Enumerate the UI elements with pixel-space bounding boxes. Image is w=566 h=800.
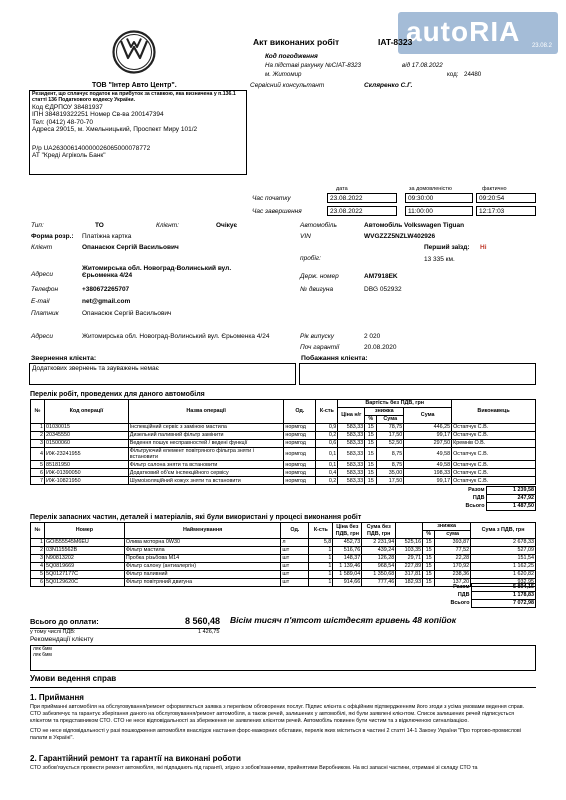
parts-cell: 3 <box>31 555 45 563</box>
parts-cell: 182,93 <box>396 579 423 587</box>
parts-row <box>31 539 536 547</box>
works-cell: ИЖ-23241955 <box>44 448 128 461</box>
volkswagen-logo <box>112 30 156 74</box>
works-cell: 0,2 <box>316 477 338 485</box>
works-cell: 15 <box>365 424 377 432</box>
company-bank: АТ "Креді Агріколь Банк" <box>32 152 106 160</box>
parts-cell: шт <box>281 547 309 555</box>
works-cell: Ведення пошук несправностей / ведені функції <box>128 440 284 448</box>
parts-cell: 527,09 <box>471 547 536 555</box>
parts-col-sum-nov: Сума без ПДВ, грн <box>362 523 396 539</box>
works-total: 1 239,58 <box>486 487 536 495</box>
works-col-qty: К-сть <box>316 400 338 424</box>
time-col-actual: фактично <box>482 186 507 192</box>
vat-included-value: 1 426,75 <box>198 629 220 635</box>
works-cell: нормгод <box>284 469 316 477</box>
payer-address: Житомирська обл. Новоград-Волинський вул. Єрьоменка 4/24 <box>82 333 270 340</box>
parts-cell: Пробка різьбова М14 <box>124 555 281 563</box>
works-col-discount: знижка <box>365 408 404 416</box>
parts-cell: 15 <box>423 579 435 587</box>
parts-cell: шт <box>281 563 309 571</box>
parts-cell: N90813202 <box>44 555 124 563</box>
works-cell: 583,33 <box>338 440 365 448</box>
works-col-unit: Од. <box>284 400 316 424</box>
works-row <box>31 448 536 461</box>
works-cell: 583,33 <box>338 469 365 477</box>
works-cell: 99,17 <box>404 477 452 485</box>
works-cell: 49,58 <box>404 461 452 469</box>
works-cell: ИЖ-10821950 <box>44 477 128 485</box>
parts-cell: 1 139,46 <box>333 563 362 571</box>
parts-totals <box>438 583 536 608</box>
total-pay-words: Вісім тисяч п'ятсот шістдесят гривень 48 копійок <box>230 615 457 625</box>
works-cell: Остапчук С.В. <box>452 469 536 477</box>
engine-label: № двигуна <box>300 286 334 293</box>
parts-cell: 238,36 <box>435 571 471 579</box>
works-cell: 15 <box>365 432 377 440</box>
code-value: 24480 <box>464 71 482 78</box>
works-col-pct: % <box>365 416 377 424</box>
works-cell: нормгод <box>284 424 316 432</box>
time-col-date: дата <box>336 186 348 192</box>
parts-cell: 1 350,68 <box>362 571 396 579</box>
payer-name: Опанасюк Сергій Васильович <box>82 310 172 317</box>
vin-value: WVGZZZ5NZLW402926 <box>364 233 436 240</box>
parts-cell: 6 <box>31 579 45 587</box>
parts-cell: л <box>281 539 309 547</box>
client-email: net@gmail.com <box>82 298 131 305</box>
terms-s2-title: 2. Гарантійний ремонт та гарантії на виконані роботи <box>30 754 241 763</box>
works-row <box>31 477 536 485</box>
parts-cell: 1 620,82 <box>471 571 536 579</box>
parts-col-pct: % <box>423 531 435 539</box>
company-phone: Тел: (0412) 48-70-70 <box>32 118 94 126</box>
mileage-value: 13 335 км. <box>424 256 455 263</box>
parts-cell: 151,54 <box>471 555 536 563</box>
works-cell: 15 <box>365 448 377 461</box>
parts-col-price: Ціна без ПДВ, грн <box>333 523 362 539</box>
parts-total: 5 894,15 <box>471 584 536 592</box>
parts-cell: 5,8 <box>309 539 333 547</box>
parts-col-vat-cell <box>396 523 423 539</box>
company-edrpou: Код ЄДРПОУ 38481937 <box>32 103 103 111</box>
works-row <box>31 432 536 440</box>
works-cell: 15 <box>365 477 377 485</box>
parts-cell: GOI555545M6EU <box>44 539 124 547</box>
engine-value: DBG 052932 <box>364 286 402 293</box>
works-cell: 52,50 <box>377 440 404 448</box>
parts-col-disc-sum: сума <box>435 531 471 539</box>
works-row <box>31 461 536 469</box>
works-col-name: Назва операції <box>128 400 284 424</box>
start-actual: 09:20:54 <box>476 193 536 203</box>
vin-label: VIN <box>300 233 311 240</box>
works-cell: 01500060 <box>44 440 128 448</box>
works-all-label: Всього <box>465 503 485 510</box>
payment-form-label: Форма розр.: <box>31 233 74 240</box>
works-vat-label: ПДВ <box>472 495 485 502</box>
works-cell: 583,33 <box>338 477 365 485</box>
parts-cell: 1 162,25 <box>471 563 536 571</box>
consultant-name: Скляренко С.Г. <box>364 82 413 89</box>
works-vat: 247,92 <box>486 495 536 503</box>
works-cell: 15 <box>365 469 377 477</box>
works-cell: 35,00 <box>377 469 404 477</box>
works-row <box>31 469 536 477</box>
parts-vat: 1 178,83 <box>471 592 536 600</box>
works-cell: Остапчук С.В. <box>452 448 536 461</box>
company-name: ТОВ "Інтер Авто Центр". <box>92 82 177 89</box>
parts-cell: 29,71 <box>396 555 423 563</box>
parts-cell: шт <box>281 579 309 587</box>
works-cell: 198,33 <box>404 469 452 477</box>
works-cell: Остапчук С.В. <box>452 461 536 469</box>
terms-title: Умови ведення справ <box>30 674 117 683</box>
parts-cell: 4 <box>31 563 45 571</box>
client-name-label: Клієнт <box>31 244 53 251</box>
works-cell: 15 <box>365 461 377 469</box>
recommendations-box <box>30 645 536 671</box>
works-cell: 3 <box>31 440 45 448</box>
autoria-watermark <box>398 12 558 54</box>
works-cell: 5 <box>31 461 45 469</box>
car-label: Автомобіль <box>300 222 337 229</box>
parts-col-discount: знижка <box>423 523 471 531</box>
works-cell: 446,25 <box>404 424 452 432</box>
parts-cell: Фільтр повітряний двигуна <box>124 579 281 587</box>
parts-cell: 15 <box>423 563 435 571</box>
parts-all: 7 072,98 <box>471 600 536 608</box>
works-col-disc-sum: Сума <box>377 416 404 424</box>
company-tax-note-2: статті 136 Податкового кодексу України. <box>32 96 136 103</box>
parts-cell: 317,81 <box>396 571 423 579</box>
parts-cell: 77,52 <box>435 547 471 555</box>
watermark-text: autoRIA <box>406 16 521 47</box>
works-total-label: Разом <box>468 487 485 494</box>
parts-cell: 914,66 <box>333 579 362 587</box>
works-cell: 7 <box>31 477 45 485</box>
parts-cell: 5Q0127177C <box>44 571 124 579</box>
client-address: Житомирська обл. Новоград-Волинський вул. Єрьоменка 4/24 <box>82 265 232 280</box>
address2-label: Адреси <box>31 333 53 340</box>
works-cell: 583,33 <box>338 448 365 461</box>
total-pay-value: 8 560,48 <box>185 616 221 626</box>
works-cell: ИЖ-01390050 <box>44 469 128 477</box>
parts-cell: 03N115562B <box>44 547 124 555</box>
parts-row <box>31 555 536 563</box>
works-cell: 99,17 <box>404 432 452 440</box>
works-cell: 78,75 <box>377 424 404 432</box>
parts-cell: 1 <box>309 563 333 571</box>
parts-cell: 452,73 <box>333 539 362 547</box>
warranty-label: Поч гарантії <box>300 344 340 351</box>
works-cell: Фільтр салона зняти та встановити <box>128 461 284 469</box>
invoice-date: від 17.08.2022 <box>402 62 443 69</box>
works-cell: 49,58 <box>404 448 452 461</box>
end-time-label: Час завершення <box>252 208 302 215</box>
parts-cell: 170,92 <box>435 563 471 571</box>
year-value: 2 020 <box>364 333 381 340</box>
works-cell: 8,75 <box>377 448 404 461</box>
plate-label: Держ. номер <box>300 273 339 280</box>
parts-cell: 5 <box>31 571 45 579</box>
watermark-date: 23.08.2 <box>531 43 552 50</box>
parts-cell: 1 <box>31 539 45 547</box>
company-account: Р/р UA263006140000026065000078772 <box>32 144 151 152</box>
act-number: IAT-8323 <box>378 37 413 47</box>
works-col-code: Код операції <box>44 400 128 424</box>
start-time-label: Час початку <box>252 195 291 202</box>
works-row <box>31 424 536 432</box>
works-cell: Додатковий об'єм інспекційного сервісу <box>128 469 284 477</box>
parts-total-label: Разом <box>453 584 470 591</box>
company-tax-note-1: Резидент, що сплачує податок на прибуток за ставкою, яка визначена у п.136.1 <box>32 91 236 97</box>
parts-cell: 5Q0129620C <box>44 579 124 587</box>
works-all: 1 487,50 <box>486 503 536 511</box>
parts-cell: 516,76 <box>333 547 362 555</box>
works-cell: Дизельний паливний фільтр замінити <box>128 432 284 440</box>
works-cell: нормгод <box>284 477 316 485</box>
works-cell: Інспекційний сервіс з заміною мастила <box>128 424 284 432</box>
parts-row <box>31 571 536 579</box>
works-cell: Остапчук С.В. <box>452 432 536 440</box>
parts-cell: шт <box>281 555 309 563</box>
warranty-value: 20.08.2020 <box>364 344 397 351</box>
start-date: 23.08.2022 <box>327 193 397 203</box>
address-label: Адреси <box>31 271 53 278</box>
parts-cell: 5Q0819669 <box>44 563 124 571</box>
parts-row <box>31 563 536 571</box>
works-cell: нормгод <box>284 448 316 461</box>
city: м. Житомир <box>265 71 302 78</box>
parts-cell: 1 <box>309 555 333 563</box>
terms-s1-text: При прийманні автомобіля на обслуговування/ремонт оформляється заявка з переліком обговорених послуг. Підпис клієнта є офіційним підтвердженням його згоди з усіма умовами ведення справ. СТО забезпечує та гарантує зберігання даного на обслуговування/ремонт автомобіля, а також речей, залишених у автомобілі, які були заявлені клієнтом. Список залишених речей підписується клієнтом та представником СТО. СТО не несе відповідальності за збереження не заявлених клієнтом речей. Автомобіль повинен бути чистим та з відключеною сигналізацією. <box>30 704 525 724</box>
end-date: 23.08.2022 <box>327 206 397 216</box>
time-col-agreed: за домовленістю <box>409 186 452 192</box>
parts-cell: 777,46 <box>362 579 396 587</box>
works-title: Перелік робіт, проведених для даного автомобіля <box>30 391 205 398</box>
email-label: E-mail <box>31 298 50 305</box>
works-cell: 0,4 <box>316 469 338 477</box>
client-name: Опанасюк Сергій Васильович <box>82 244 179 251</box>
terms-s1-text2: СТО не несе відповідальності у разі пошкодження автомобіля внаслідок настання форс-мажорних обставин, перелік яких міститься в частині 2 статті 14-1 Закону України "Про торгово-промислові палати в Україні". <box>30 728 521 741</box>
parts-cell: 1 589,04 <box>333 571 362 579</box>
works-cell: 583,33 <box>338 432 365 440</box>
works-cell: 583,33 <box>338 424 365 432</box>
parts-cell: 15 <box>423 539 435 547</box>
parts-cell: 227,89 <box>396 563 423 571</box>
works-totals <box>438 486 536 511</box>
parts-cell: 1 <box>309 547 333 555</box>
works-cell: 0,9 <box>316 424 338 432</box>
parts-table <box>30 522 536 587</box>
parts-cell: 439,24 <box>362 547 396 555</box>
parts-vat-label: ПДВ <box>457 592 470 599</box>
parts-cell: 22,28 <box>435 555 471 563</box>
parts-col-qty: К-сть <box>309 523 333 539</box>
works-col-price: Ціна н/г <box>338 408 365 424</box>
recommendation-line: ляк 6мм <box>33 651 52 658</box>
plate-value: AM7918EK <box>364 273 398 280</box>
works-cell: 2 <box>31 432 45 440</box>
works-row <box>31 440 536 448</box>
first-visit-label: Перший заїзд: <box>424 244 470 251</box>
works-cell: Шумоізоляційний кожух зняти та встановити <box>128 477 284 485</box>
first-visit-value: Ні <box>480 244 487 251</box>
works-cell: 0,2 <box>316 432 338 440</box>
parts-cell: 148,37 <box>333 555 362 563</box>
code-label: код: <box>447 71 459 78</box>
parts-cell: 15 <box>423 571 435 579</box>
client-request-text: Додаткових звернень та зауважень немає <box>32 365 159 372</box>
phone-label: Телефон <box>31 286 59 293</box>
type-label: Тип: <box>31 222 44 229</box>
parts-cell: 15 <box>423 547 435 555</box>
works-col-executor: Виконавець <box>452 400 536 424</box>
client-request-box <box>29 363 296 385</box>
works-cell: 20345550 <box>44 432 128 440</box>
parts-cell: 2 678,33 <box>471 539 536 547</box>
parts-cell: 2 <box>31 547 45 555</box>
works-cell: 85181950 <box>44 461 128 469</box>
works-col-n: № <box>31 400 45 424</box>
parts-cell: 126,28 <box>362 555 396 563</box>
works-cell: Фільтруючий елемент повітряного фільтра зняти і встановити <box>128 448 284 461</box>
invoice-ref: На підставі рахунку №СІАТ-8323 <box>265 62 361 69</box>
parts-col-n: № <box>31 523 45 539</box>
parts-cell: Фільтр мастила <box>124 547 281 555</box>
parts-cell: 1 <box>309 571 333 579</box>
order-code-label: Код погодження <box>265 53 318 60</box>
parts-cell: 393,87 <box>435 539 471 547</box>
payer-label: Платник <box>31 310 59 317</box>
parts-all-label: Всього <box>450 600 470 607</box>
end-agreed: 11:00:00 <box>405 206 473 216</box>
works-cell: 15 <box>365 440 377 448</box>
client-wishes-box <box>299 363 536 385</box>
works-cell: Кремнів О.В. <box>452 440 536 448</box>
parts-cell: шт <box>281 571 309 579</box>
works-cell: 583,33 <box>338 461 365 469</box>
mileage-label: пробіг: <box>300 255 321 262</box>
total-pay-label: Всього до оплати: <box>30 617 99 626</box>
parts-cell: 932,95 <box>471 579 536 587</box>
parts-cell: Фільтр паливний <box>124 571 281 579</box>
recommendations-label: Рекомендації клієнту <box>30 636 94 643</box>
type-value: ТО <box>95 222 104 229</box>
vat-included-label: у тому числі ПДВ: <box>30 629 76 635</box>
parts-title: Перелік запасних частин, деталей і матеріалів, які були використані у процесі виконання робіт <box>30 514 362 521</box>
client-status-value: Очікує <box>216 222 238 229</box>
works-cell: 6 <box>31 469 45 477</box>
parts-cell: 1 <box>309 579 333 587</box>
works-cell: 297,50 <box>404 440 452 448</box>
consultant-label: Сервісний консультант <box>250 82 325 89</box>
client-wishes-label: Побажання клієнта: <box>301 355 368 362</box>
works-col-price-group: Вартість без ПДВ, грн <box>338 400 452 408</box>
parts-col-sum-vat: Сума з ПДВ, грн <box>471 523 536 539</box>
recommendation-line: ляк 6мм <box>33 646 52 652</box>
parts-cell: Фільтр салону (антиалергін) <box>124 563 281 571</box>
works-cell: нормгод <box>284 432 316 440</box>
works-cell: нормгод <box>284 440 316 448</box>
parts-cell: 15 <box>423 555 435 563</box>
parts-col-name: Найменування <box>124 523 281 539</box>
works-cell: 17,50 <box>377 432 404 440</box>
client-status-label: Клієнт: <box>156 222 179 229</box>
parts-cell: 137,20 <box>435 579 471 587</box>
terms-s1-title: 1. Приймання <box>30 693 84 702</box>
works-table <box>30 399 536 485</box>
works-cell: 4 <box>31 448 45 461</box>
parts-col-number: Номер <box>44 523 124 539</box>
client-request-label: Звернення клієнта: <box>31 355 97 362</box>
parts-cell: 525,16 <box>396 539 423 547</box>
works-cell: 1 <box>31 424 45 432</box>
parts-cell: Олива моторна 0W30 <box>124 539 281 547</box>
end-actual: 12:17:03 <box>476 206 536 216</box>
works-cell: 01030015 <box>44 424 128 432</box>
parts-cell: 103,35 <box>396 547 423 555</box>
parts-row <box>31 547 536 555</box>
works-cell: нормгод <box>284 461 316 469</box>
parts-col-unit: Од. <box>281 523 309 539</box>
works-cell: 0,1 <box>316 461 338 469</box>
year-label: Рік випуску <box>300 333 335 340</box>
payment-form-value: Платіжна картка <box>82 233 132 240</box>
company-address: Адреса 29015, м. Хмельницький, Проспект Миру 101/2 <box>32 126 198 134</box>
works-cell: 17,50 <box>377 477 404 485</box>
terms-s2-text: СТО зобов'язується провести ремонт автомобіля, які підпадають під гарантії, згідно з зобов'язаннями, прийнятими Виробником. На всі запасні частини, отримані зі складу СТО та <box>30 765 478 771</box>
act-title: Акт виконаних робіт <box>253 37 340 47</box>
company-info-box <box>29 90 247 175</box>
parts-cell: 2 231,94 <box>362 539 396 547</box>
works-cell: Остапчук С.В. <box>452 424 536 432</box>
company-ipn: ІПН 384819322251 Номер Св-ва 200147394 <box>32 111 164 119</box>
terms-divider <box>30 687 536 688</box>
client-phone: +380672265707 <box>82 286 130 293</box>
car-model: Автомобіль Volkswagen Tiguan <box>364 222 465 229</box>
works-cell: 0,6 <box>316 440 338 448</box>
works-cell: 8,75 <box>377 461 404 469</box>
start-agreed: 09:30:00 <box>405 193 473 203</box>
parts-cell: 968,54 <box>362 563 396 571</box>
works-cell: Остапчук С.В. <box>452 477 536 485</box>
works-col-sum: Сума <box>404 408 452 424</box>
works-cell: 0,1 <box>316 448 338 461</box>
